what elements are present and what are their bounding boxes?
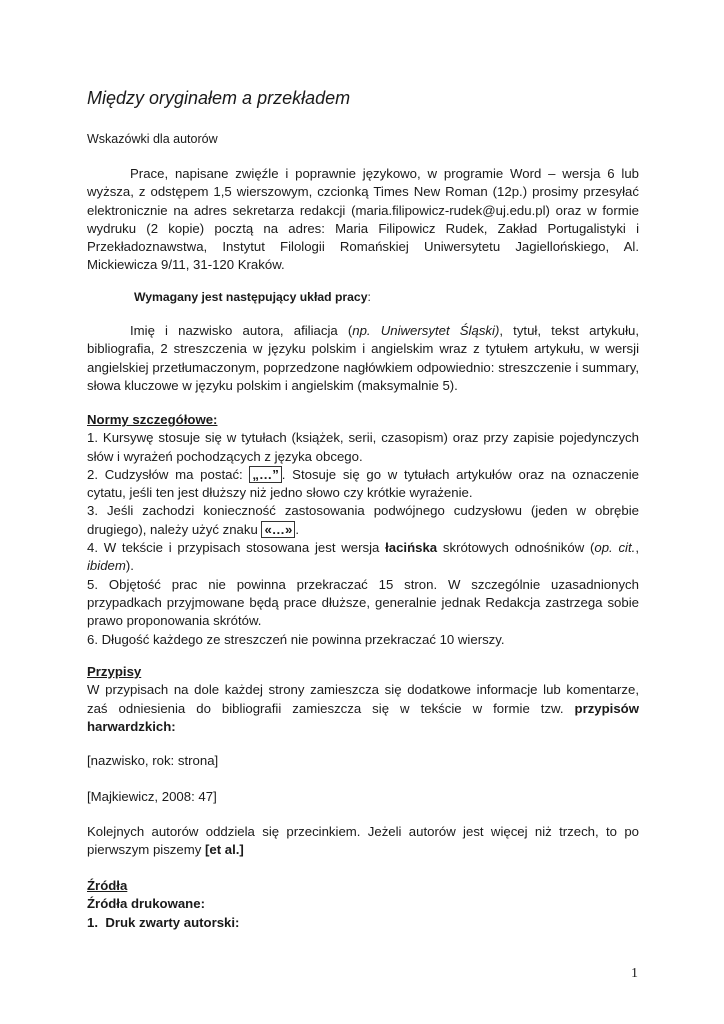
footnotes-section — [87, 663, 639, 736]
norm-item-2-before: 2. Cudzysłów ma postać: — [87, 466, 250, 482]
document-subtitle: Wskazówki dla autorów — [87, 132, 218, 146]
sources-item-label: Druk zwarty autorski: — [105, 914, 240, 930]
norm-item-1: 1. Kursywę stosuje się w tytułach (książek, serii, czasopism) oraz przy zapisie pojedynczych słów i wyrażeń pochodzących z języka obcego. — [87, 430, 639, 464]
intro-paragraph: Prace, napisane zwięźle i poprawnie językowo, w programie Word – wersja 6 lub wyższa, z odstępem 1,5 wierszowym, czcionką Times New Roman (12p.) prosimy przesyłać elektronicznie na adres sekretarza redakcji (maria.filipowicz-rudek@uj.edu.pl) oraz w formie wydruku (2 kopie) pocztą na adres: Maria Filipowicz Rudek, Zakład Portugalistyki i Przekładoznawstwa, Instytut Filologii Romańskiej Uniwersytetu Jagiellońskiego, Al. Mickiewicza 9/11, 31-120 Kraków. — [87, 166, 639, 273]
footnotes-text: W przypisach na dole każdej strony zamieszcza się dodatkowe informacje lub komentarze, zaś odniesienia do bibliografii zamieszcza się w tekście w formie tzw. — [87, 682, 639, 716]
footnote-pattern: [nazwisko, rok: strona] — [87, 753, 219, 768]
layout-after: , tytuł, tekst artykułu, bibliografia, 2 streszczenia w języku polskim i angielskim wraz z tytułem artykułu, w wersji angielskiej przetłumaczonym, poprzedzone nagłówkiem odpowiednio: streszczenie i summary, słowa kluczowe w języku polskim i angielskim (maksymalnie 5). — [87, 323, 639, 393]
requirement-suffix: : — [367, 290, 371, 304]
requirement-line — [134, 290, 371, 304]
authors-text: Kolejnych autorów oddziela się przecinkiem. Jeżeli autorów jest więcej niż trzech, to po pierwszym piszemy — [87, 824, 639, 858]
norms-section — [87, 411, 639, 649]
norm-item-4-bold: łacińska — [385, 540, 438, 556]
footnotes-paragraph — [87, 681, 639, 736]
norm-item-4-after: ). — [125, 558, 134, 574]
norm-item-4-italic: op. cit. — [594, 540, 636, 556]
footnotes-bold: przypisów harwardzkich: — [87, 700, 639, 734]
norm-item-3 — [87, 502, 639, 539]
layout-paragraph — [87, 322, 639, 395]
norm-item-3-before: 3. Jeśli zachodzi konieczność zastosowania podwójnego cudzysłowu (jeden w obrębie drugiego), należy użyć znaku — [87, 503, 639, 537]
norm-item-2 — [87, 466, 639, 503]
norm-item-4-italic2: ibidem — [87, 558, 126, 574]
authors-paragraph — [87, 823, 639, 860]
sources-item-1 — [87, 914, 639, 932]
quote-mark-box: „…” — [249, 466, 281, 483]
requirement-label: Wymagany jest następujący układ pracy — [134, 290, 368, 304]
norm-item-6: 6. Długość każdego ze streszczeń nie powinna przekraczać 10 wierszy. — [87, 631, 505, 647]
norm-item-4-before: 4. W tekście i przypisach stosowana jest wersja — [87, 540, 386, 556]
norm-item-4-sep: , — [635, 540, 639, 556]
guillemet-box: «…» — [261, 521, 295, 538]
norm-item-3-after: . — [295, 521, 299, 537]
norm-item-4-mid: skrótowych odnośników ( — [437, 540, 595, 556]
footnote-example: [Majkiewicz, 2008: 47] — [87, 789, 217, 804]
sources-item-number: 1. — [87, 914, 98, 930]
layout-before: Imię i nazwisko autora, afiliacja ( — [130, 323, 353, 338]
document-title: Między oryginałem a przekładem — [87, 88, 351, 108]
layout-italic: np. Uniwersytet Śląski) — [352, 323, 500, 338]
norm-item-5: 5. Objętość prac nie powinna przekraczać 15 stron. W szczególnie uzasadnionych przypadkach przyjmowane będą prace dłuższe, generalnie jednak Redakcja zastrzega sobie prawo proponowania skrótów. — [87, 576, 639, 629]
authors-bold: [et al.] — [204, 842, 244, 858]
norms-heading: Normy szczegółowe: — [87, 412, 218, 427]
footnotes-heading: Przypisy — [87, 664, 142, 679]
sources-printed: Źródła drukowane: — [87, 896, 205, 912]
norm-item-4 — [87, 539, 639, 576]
norm-item-2-after: . Stosuje się go w tytułach artykułów oraz na oznaczenie cytatu, jeśli ten jest dłuższy niż jedno słowo czy krótkie wyrażenie. — [87, 466, 639, 501]
page-number: 1 — [631, 966, 638, 981]
sources-heading: Źródła — [87, 878, 128, 893]
sources-section — [87, 877, 639, 932]
